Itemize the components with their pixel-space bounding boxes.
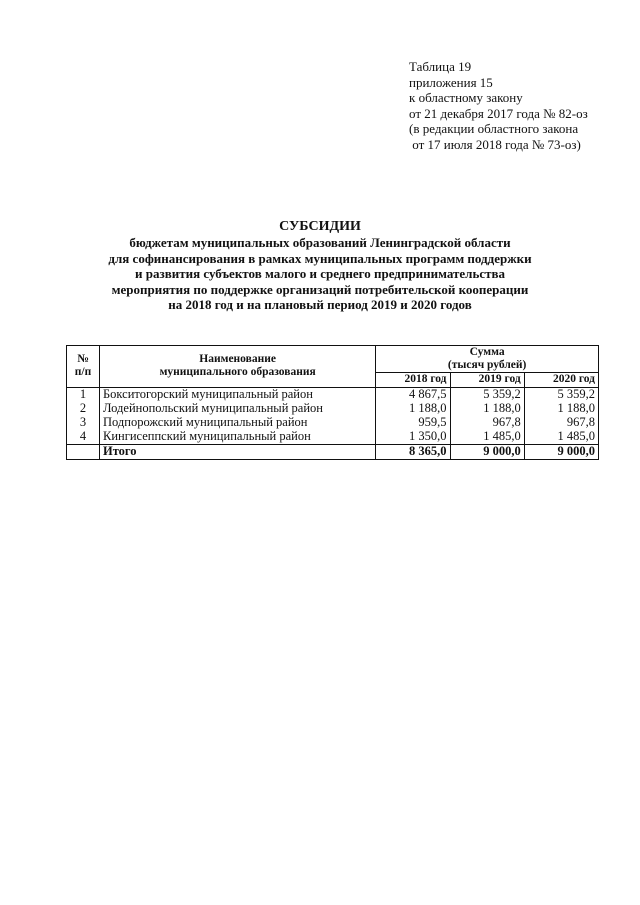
column-header-year: 2020 год xyxy=(524,373,598,388)
row-number: 1 xyxy=(67,387,100,402)
column-header-name: Наименование муниципального образования xyxy=(99,346,375,388)
header-line: от 17 июля 2018 года № 73-оз) xyxy=(409,136,581,152)
total-value-2020: 9 000,0 xyxy=(524,444,598,459)
title-line: мероприятия по поддержке организаций потребительской кооперации xyxy=(111,281,529,297)
row-value-2019: 5 359,2 xyxy=(450,387,524,402)
table-row xyxy=(67,402,599,416)
header-line: (в редакции областного закона xyxy=(409,121,579,136)
header-line: Таблица 19 xyxy=(409,59,472,74)
total-label: Итого xyxy=(99,444,375,459)
row-number: 2 xyxy=(67,402,100,416)
table-row xyxy=(67,387,599,402)
row-value-2018: 959,5 xyxy=(376,416,450,430)
row-value-2019: 1 188,0 xyxy=(450,402,524,416)
page-title: СУБСИДИИ xyxy=(279,219,361,234)
header-line: к областному закону xyxy=(409,90,523,105)
row-value-2018: 4 867,5 xyxy=(376,387,450,402)
table-total-row xyxy=(67,444,599,459)
column-header-year: 2019 год xyxy=(450,373,524,388)
header-line: приложения 15 xyxy=(409,74,493,90)
column-header-sum: Сумма (тысяч рублей) xyxy=(376,346,599,373)
total-number-cell xyxy=(67,444,100,459)
column-header-number: № п/п xyxy=(67,346,100,388)
table-row xyxy=(67,416,599,430)
row-value-2020: 967,8 xyxy=(524,416,598,430)
title-line: и развития субъектов малого и среднего предпринимательства xyxy=(135,266,505,282)
title-line: бюджетам муниципальных образований Ленинградской области xyxy=(129,235,511,250)
row-value-2019: 967,8 xyxy=(450,416,524,430)
document-header xyxy=(409,59,588,152)
row-number: 3 xyxy=(67,416,100,430)
row-name: Кингисеппский муниципальный район xyxy=(99,430,375,445)
document-title xyxy=(0,218,640,313)
column-header-year: 2018 год xyxy=(376,373,450,388)
row-name: Лодейнопольский муниципальный район xyxy=(99,402,375,416)
row-name: Бокситогорский муниципальный район xyxy=(99,387,375,402)
header-line: от 21 декабря 2017 года № 82-оз xyxy=(409,105,588,121)
row-name: Подпорожский муниципальный район xyxy=(99,416,375,430)
table-row xyxy=(67,430,599,445)
row-value-2018: 1 350,0 xyxy=(376,430,450,445)
row-value-2020: 1 188,0 xyxy=(524,402,598,416)
title-line: для софинансирования в рамках муниципальных программ поддержки xyxy=(108,250,532,266)
row-value-2018: 1 188,0 xyxy=(376,402,450,416)
row-number: 4 xyxy=(67,430,100,445)
row-value-2019: 1 485,0 xyxy=(450,430,524,445)
row-value-2020: 1 485,0 xyxy=(524,430,598,445)
title-line: на 2018 год и на плановый период 2019 и 2020 годов xyxy=(168,297,472,313)
total-value-2019: 9 000,0 xyxy=(450,444,524,459)
row-value-2020: 5 359,2 xyxy=(524,387,598,402)
total-value-2018: 8 365,0 xyxy=(376,444,450,459)
subsidy-table xyxy=(66,345,599,460)
